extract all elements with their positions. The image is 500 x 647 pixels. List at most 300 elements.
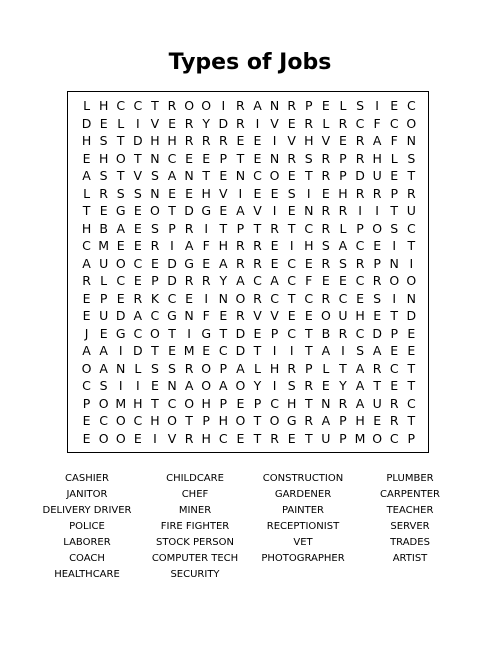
grid-letter[interactable]: R xyxy=(236,115,245,131)
grid-letter[interactable]: C xyxy=(406,98,416,113)
grid-letter[interactable]: I xyxy=(392,238,397,253)
grid-letter[interactable]: S xyxy=(133,185,142,201)
grid-letter[interactable]: B xyxy=(99,220,108,236)
grid-letter[interactable]: C xyxy=(116,98,126,113)
grid-letter[interactable]: R xyxy=(184,115,194,131)
grid-letter[interactable]: D xyxy=(235,343,246,358)
grid-letter[interactable]: R xyxy=(355,255,365,271)
grid-letter[interactable]: A xyxy=(321,413,331,428)
grid-letter[interactable]: R xyxy=(304,378,314,393)
grid-letter[interactable]: H xyxy=(201,185,211,201)
grid-letter[interactable]: H xyxy=(304,133,314,148)
grid-letter[interactable]: P xyxy=(219,395,228,411)
grid-letter[interactable]: A xyxy=(116,220,126,236)
grid-letter[interactable]: C xyxy=(287,325,297,341)
grid-letter[interactable]: T xyxy=(219,220,228,236)
grid-letter[interactable]: T xyxy=(185,413,193,428)
grid-letter[interactable]: I xyxy=(272,203,277,218)
grid-letter[interactable]: R xyxy=(287,98,297,113)
grid-letter[interactable]: E xyxy=(99,325,108,341)
grid-letter[interactable]: E xyxy=(407,343,416,358)
grid-letter[interactable]: V xyxy=(253,308,262,323)
grid-letter[interactable]: L xyxy=(322,360,330,376)
grid-letter[interactable]: E xyxy=(373,238,382,253)
grid-letter[interactable]: E xyxy=(270,255,279,271)
grid-letter[interactable]: S xyxy=(338,255,347,271)
grid-letter[interactable]: H xyxy=(150,133,160,148)
grid-letter[interactable]: N xyxy=(150,150,160,166)
grid-letter[interactable]: T xyxy=(219,325,228,341)
grid-letter[interactable]: V xyxy=(150,115,160,131)
grid-letter[interactable]: C xyxy=(389,430,399,446)
grid-letter[interactable]: O xyxy=(269,413,280,428)
grid-letter[interactable]: S xyxy=(99,133,108,148)
grid-letter[interactable]: E xyxy=(99,115,108,131)
grid-letter[interactable]: T xyxy=(304,343,313,358)
grid-letter[interactable]: L xyxy=(322,115,330,131)
grid-letter[interactable]: E xyxy=(133,238,142,253)
grid-letter[interactable]: I xyxy=(375,98,379,113)
grid-letter[interactable]: S xyxy=(99,168,108,183)
grid-letter[interactable]: R xyxy=(338,395,348,411)
grid-letter[interactable]: P xyxy=(356,220,364,236)
grid-letter[interactable]: E xyxy=(202,150,211,166)
grid-letter[interactable]: O xyxy=(269,168,280,183)
grid-letter[interactable]: E xyxy=(356,290,364,306)
grid-letter[interactable]: E xyxy=(185,290,194,306)
grid-letter[interactable]: I xyxy=(238,185,243,201)
grid-letter[interactable]: T xyxy=(116,168,125,183)
grid-letter[interactable]: P xyxy=(339,430,347,446)
grid-letter[interactable]: C xyxy=(133,98,143,113)
grid-letter[interactable]: I xyxy=(306,185,311,201)
grid-letter[interactable]: O xyxy=(201,360,212,376)
grid-letter[interactable]: C xyxy=(167,395,177,411)
grid-letter[interactable]: T xyxy=(82,203,91,218)
grid-letter[interactable]: E xyxy=(390,168,399,183)
grid-letter[interactable]: M xyxy=(98,238,110,253)
grid-letter[interactable]: I xyxy=(135,378,140,393)
grid-letter[interactable]: U xyxy=(406,203,416,218)
grid-letter[interactable]: A xyxy=(133,308,143,323)
grid-letter[interactable]: E xyxy=(321,378,330,393)
grid-letter[interactable]: A xyxy=(167,168,177,183)
grid-letter[interactable]: E xyxy=(304,308,313,323)
grid-letter[interactable]: F xyxy=(202,238,210,253)
grid-letter[interactable]: L xyxy=(254,360,261,376)
grid-letter[interactable]: E xyxy=(287,308,296,323)
grid-letter[interactable]: D xyxy=(115,308,126,323)
grid-letter[interactable]: R xyxy=(321,150,331,166)
grid-letter[interactable]: B xyxy=(321,325,331,341)
grid-letter[interactable]: E xyxy=(202,343,211,358)
grid-letter[interactable]: E xyxy=(339,133,347,148)
grid-letter[interactable]: O xyxy=(184,98,195,113)
grid-letter[interactable]: E xyxy=(82,413,91,428)
grid-letter[interactable]: P xyxy=(270,325,279,341)
grid-letter[interactable]: R xyxy=(218,133,228,148)
grid-letter[interactable]: N xyxy=(184,168,194,183)
grid-letter[interactable]: L xyxy=(100,273,108,288)
grid-letter[interactable]: O xyxy=(235,290,246,306)
grid-letter[interactable]: T xyxy=(390,308,399,323)
grid-letter[interactable]: R xyxy=(184,133,194,148)
grid-letter[interactable]: I xyxy=(272,378,277,393)
grid-letter[interactable]: T xyxy=(253,430,262,446)
grid-letter[interactable]: A xyxy=(219,378,228,393)
grid-letter[interactable]: T xyxy=(407,168,416,183)
grid-letter[interactable]: O xyxy=(184,395,195,411)
grid-letter[interactable]: I xyxy=(341,343,345,358)
grid-letter[interactable]: K xyxy=(150,290,160,306)
grid-letter[interactable]: P xyxy=(390,325,398,341)
grid-letter[interactable]: G xyxy=(184,255,194,271)
grid-letter[interactable]: A xyxy=(99,360,108,376)
grid-letter[interactable]: T xyxy=(407,413,416,428)
grid-letter[interactable]: A xyxy=(184,238,194,253)
grid-letter[interactable]: R xyxy=(287,150,297,166)
grid-letter[interactable]: L xyxy=(339,220,347,236)
grid-letter[interactable]: E xyxy=(321,273,330,288)
grid-letter[interactable]: O xyxy=(150,325,160,341)
grid-letter[interactable]: I xyxy=(358,203,362,218)
grid-letter[interactable]: E xyxy=(253,185,262,201)
grid-letter[interactable]: E xyxy=(390,343,399,358)
grid-letter[interactable]: C xyxy=(253,168,262,183)
grid-letter[interactable]: E xyxy=(321,185,330,201)
grid-letter[interactable]: E xyxy=(236,133,245,148)
grid-letter[interactable]: E xyxy=(236,395,245,411)
grid-letter[interactable]: R xyxy=(321,290,331,306)
grid-letter[interactable]: E xyxy=(82,150,91,166)
grid-letter[interactable]: I xyxy=(170,238,174,253)
grid-letter[interactable]: C xyxy=(82,238,91,253)
grid-letter[interactable]: E xyxy=(407,325,416,341)
grid-letter[interactable]: E xyxy=(133,203,142,218)
grid-letter[interactable]: P xyxy=(253,395,262,411)
grid-letter[interactable]: T xyxy=(390,203,399,218)
grid-letter[interactable]: R xyxy=(321,255,331,271)
grid-letter[interactable]: E xyxy=(373,308,382,323)
grid-letter[interactable]: D xyxy=(167,255,177,271)
grid-letter[interactable]: C xyxy=(406,220,416,236)
grid-letter[interactable]: N xyxy=(406,290,416,306)
grid-letter[interactable]: E xyxy=(133,220,142,236)
grid-letter[interactable]: D xyxy=(133,343,143,358)
grid-letter[interactable]: H xyxy=(338,185,348,201)
grid-letter[interactable]: C xyxy=(355,115,365,131)
grid-letter[interactable]: S xyxy=(150,360,159,376)
grid-letter[interactable]: L xyxy=(134,360,142,376)
grid-letter[interactable]: N xyxy=(269,98,280,113)
grid-letter[interactable]: P xyxy=(219,360,228,376)
grid-letter[interactable]: R xyxy=(184,220,194,236)
grid-letter[interactable]: R xyxy=(99,185,108,201)
grid-letter[interactable]: T xyxy=(373,378,381,393)
grid-letter[interactable]: E xyxy=(116,290,125,306)
grid-letter[interactable]: P xyxy=(202,413,210,428)
grid-letter[interactable]: O xyxy=(201,378,212,393)
grid-letter[interactable]: P xyxy=(151,273,159,288)
grid-letter[interactable]: E xyxy=(185,150,194,166)
grid-letter[interactable]: R xyxy=(253,255,262,271)
grid-letter[interactable]: A xyxy=(253,98,262,113)
grid-letter[interactable]: T xyxy=(236,150,245,166)
grid-letter[interactable]: R xyxy=(201,273,211,288)
grid-letter[interactable]: A xyxy=(219,255,228,271)
grid-letter[interactable]: U xyxy=(372,168,382,183)
grid-letter[interactable]: I xyxy=(204,290,209,306)
grid-letter[interactable]: C xyxy=(99,413,108,428)
grid-letter[interactable]: T xyxy=(304,430,313,446)
grid-letter[interactable]: U xyxy=(99,308,109,323)
grid-letter[interactable]: R xyxy=(150,238,160,253)
grid-letter[interactable]: R xyxy=(133,290,143,306)
grid-letter[interactable]: O xyxy=(98,395,109,411)
grid-letter[interactable]: R xyxy=(406,185,416,201)
grid-letter[interactable]: P xyxy=(407,430,416,446)
grid-letter[interactable]: S xyxy=(373,290,382,306)
grid-letter[interactable]: T xyxy=(253,343,262,358)
grid-letter[interactable]: H xyxy=(201,430,211,446)
grid-letter[interactable]: H xyxy=(218,413,228,428)
grid-letter[interactable]: C xyxy=(355,325,365,341)
grid-letter[interactable]: V xyxy=(287,133,296,148)
grid-letter[interactable]: E xyxy=(287,430,296,446)
grid-letter[interactable]: S xyxy=(304,150,313,166)
grid-letter[interactable]: V xyxy=(219,185,228,201)
grid-letter[interactable]: G xyxy=(201,325,212,341)
grid-letter[interactable]: O xyxy=(115,430,126,446)
grid-letter[interactable]: G xyxy=(201,203,212,218)
grid-letter[interactable]: E xyxy=(253,133,262,148)
grid-letter[interactable]: Y xyxy=(219,273,228,288)
grid-letter[interactable]: P xyxy=(339,168,347,183)
grid-letter[interactable]: T xyxy=(168,203,176,218)
grid-letter[interactable]: H xyxy=(81,220,92,236)
grid-letter[interactable]: A xyxy=(355,378,365,393)
grid-letter[interactable]: L xyxy=(83,185,91,201)
grid-letter[interactable]: T xyxy=(287,220,296,236)
grid-letter[interactable]: C xyxy=(116,273,126,288)
grid-letter[interactable]: T xyxy=(202,168,211,183)
grid-letter[interactable]: R xyxy=(372,360,382,376)
grid-letter[interactable]: E xyxy=(219,203,228,218)
grid-letter[interactable]: T xyxy=(253,413,262,428)
grid-letter[interactable]: R xyxy=(201,133,211,148)
grid-letter[interactable]: T xyxy=(116,133,125,148)
grid-letter[interactable]: I xyxy=(187,325,191,341)
grid-letter[interactable]: C xyxy=(167,150,177,166)
grid-letter[interactable]: E xyxy=(270,238,279,253)
grid-letter[interactable]: C xyxy=(355,273,365,288)
grid-letter[interactable]: P xyxy=(304,360,313,376)
grid-letter[interactable]: P xyxy=(390,185,398,201)
grid-letter[interactable]: A xyxy=(355,360,365,376)
grid-letter[interactable]: H xyxy=(98,98,109,113)
grid-letter[interactable]: H xyxy=(372,150,382,166)
grid-letter[interactable]: V xyxy=(253,203,262,218)
grid-letter[interactable]: A xyxy=(372,343,382,358)
grid-letter[interactable]: Y xyxy=(339,378,347,393)
grid-letter[interactable]: E xyxy=(390,98,399,113)
grid-letter[interactable]: V xyxy=(133,168,143,183)
grid-letter[interactable]: R xyxy=(82,273,91,288)
grid-letter[interactable]: O xyxy=(235,413,246,428)
grid-letter[interactable]: E xyxy=(287,168,296,183)
grid-letter[interactable]: T xyxy=(287,290,296,306)
grid-letter[interactable]: E xyxy=(133,430,142,446)
grid-letter[interactable]: N xyxy=(321,395,331,411)
grid-letter[interactable]: S xyxy=(168,360,176,376)
grid-letter[interactable]: O xyxy=(115,413,126,428)
grid-letter[interactable]: C xyxy=(287,255,297,271)
grid-letter[interactable]: E xyxy=(287,115,296,131)
grid-letter[interactable]: I xyxy=(272,133,277,148)
grid-letter[interactable]: E xyxy=(287,203,296,218)
grid-letter[interactable]: A xyxy=(82,343,91,358)
grid-letter[interactable]: E xyxy=(219,308,228,323)
grid-letter[interactable]: H xyxy=(304,238,314,253)
grid-letter[interactable]: E xyxy=(99,203,108,218)
grid-letter[interactable]: D xyxy=(167,273,177,288)
grid-letter[interactable]: P xyxy=(339,150,347,166)
grid-letter[interactable]: C xyxy=(338,290,348,306)
grid-letter[interactable]: I xyxy=(221,98,226,113)
grid-letter[interactable]: R xyxy=(321,220,331,236)
grid-letter[interactable]: I xyxy=(118,343,123,358)
grid-letter[interactable]: R xyxy=(321,168,331,183)
grid-letter[interactable]: P xyxy=(339,413,347,428)
grid-letter[interactable]: I xyxy=(153,430,157,446)
grid-letter[interactable]: D xyxy=(81,115,92,131)
grid-letter[interactable]: N xyxy=(150,185,160,201)
grid-letter[interactable]: E xyxy=(202,255,211,271)
grid-letter[interactable]: R xyxy=(304,413,314,428)
grid-letter[interactable]: R xyxy=(355,133,365,148)
grid-letter[interactable]: S xyxy=(321,238,330,253)
grid-letter[interactable]: E xyxy=(168,185,176,201)
grid-letter[interactable]: E xyxy=(236,430,245,446)
grid-letter[interactable]: R xyxy=(338,203,348,218)
grid-letter[interactable]: R xyxy=(236,255,245,271)
grid-letter[interactable]: D xyxy=(406,308,417,323)
grid-letter[interactable]: A xyxy=(372,133,382,148)
grid-letter[interactable]: O xyxy=(406,273,417,288)
grid-letter[interactable]: O xyxy=(389,273,400,288)
grid-letter[interactable]: E xyxy=(116,238,125,253)
grid-letter[interactable]: C xyxy=(253,273,262,288)
grid-letter[interactable]: M xyxy=(183,343,195,358)
grid-letter[interactable]: C xyxy=(389,360,399,376)
grid-letter[interactable]: O xyxy=(372,430,383,446)
grid-letter[interactable]: E xyxy=(304,255,313,271)
grid-letter[interactable]: G xyxy=(115,203,126,218)
grid-letter[interactable]: R xyxy=(355,185,365,201)
grid-letter[interactable]: D xyxy=(184,203,194,218)
grid-letter[interactable]: O xyxy=(115,255,126,271)
grid-letter[interactable]: H xyxy=(218,238,228,253)
grid-letter[interactable]: T xyxy=(304,325,313,341)
grid-letter[interactable]: C xyxy=(389,115,399,131)
grid-letter[interactable]: N xyxy=(167,378,177,393)
grid-letter[interactable]: T xyxy=(151,395,159,411)
grid-letter[interactable]: H xyxy=(355,413,365,428)
grid-letter[interactable]: E xyxy=(185,185,194,201)
grid-letter[interactable]: D xyxy=(235,325,246,341)
grid-letter[interactable]: R xyxy=(236,308,245,323)
grid-letter[interactable]: L xyxy=(117,115,125,131)
grid-letter[interactable]: C xyxy=(133,255,143,271)
grid-letter[interactable]: D xyxy=(355,168,365,183)
grid-letter[interactable]: H xyxy=(286,395,297,411)
grid-letter[interactable]: D xyxy=(218,115,229,131)
grid-letter[interactable]: R xyxy=(184,360,194,376)
grid-letter[interactable]: E xyxy=(82,430,91,446)
grid-letter[interactable]: U xyxy=(372,395,382,411)
grid-letter[interactable]: P xyxy=(236,220,245,236)
grid-letter[interactable]: H xyxy=(355,308,365,323)
grid-letter[interactable]: E xyxy=(270,185,279,201)
grid-letter[interactable]: I xyxy=(289,238,294,253)
grid-letter[interactable]: G xyxy=(115,325,126,341)
grid-letter[interactable]: O xyxy=(167,413,177,428)
grid-letter[interactable]: T xyxy=(253,220,262,236)
grid-letter[interactable]: H xyxy=(81,133,92,148)
grid-letter[interactable]: C xyxy=(270,395,279,411)
grid-letter[interactable]: T xyxy=(407,378,416,393)
grid-letter[interactable]: R xyxy=(253,238,262,253)
grid-letter[interactable]: R xyxy=(389,413,399,428)
grid-letter[interactable]: Y xyxy=(253,378,262,393)
grid-letter[interactable]: S xyxy=(287,378,296,393)
grid-letter[interactable]: P xyxy=(373,255,381,271)
grid-letter[interactable]: R xyxy=(304,115,314,131)
grid-letter[interactable]: U xyxy=(338,308,348,323)
grid-letter[interactable]: P xyxy=(168,220,176,236)
grid-letter[interactable]: R xyxy=(236,98,245,113)
grid-letter[interactable]: H xyxy=(133,395,143,411)
grid-letter[interactable]: C xyxy=(133,325,143,341)
grid-letter[interactable]: N xyxy=(406,133,416,148)
grid-letter[interactable]: E xyxy=(82,290,91,306)
grid-letter[interactable]: I xyxy=(204,220,209,236)
grid-letter[interactable]: S xyxy=(116,185,125,201)
grid-letter[interactable]: R xyxy=(253,290,262,306)
grid-letter[interactable]: R xyxy=(184,430,194,446)
grid-letter[interactable]: E xyxy=(253,325,262,341)
grid-letter[interactable]: V xyxy=(321,133,331,148)
grid-letter[interactable]: F xyxy=(305,273,313,288)
grid-letter[interactable]: R xyxy=(167,98,177,113)
grid-letter[interactable]: R xyxy=(270,430,279,446)
grid-letter[interactable]: O xyxy=(115,150,126,166)
grid-letter[interactable]: T xyxy=(304,395,313,411)
grid-letter[interactable]: R xyxy=(270,220,279,236)
grid-letter[interactable]: S xyxy=(407,150,416,166)
grid-letter[interactable]: E xyxy=(150,255,159,271)
grid-letter[interactable]: E xyxy=(390,378,399,393)
grid-letter[interactable]: S xyxy=(287,185,296,201)
grid-letter[interactable]: T xyxy=(407,238,416,253)
grid-letter[interactable]: C xyxy=(218,343,228,358)
grid-letter[interactable]: A xyxy=(321,343,331,358)
grid-letter[interactable]: R xyxy=(389,395,399,411)
grid-letter[interactable]: Y xyxy=(202,115,211,131)
grid-letter[interactable]: C xyxy=(270,290,279,306)
grid-letter[interactable]: D xyxy=(133,133,143,148)
grid-letter[interactable]: P xyxy=(99,290,108,306)
